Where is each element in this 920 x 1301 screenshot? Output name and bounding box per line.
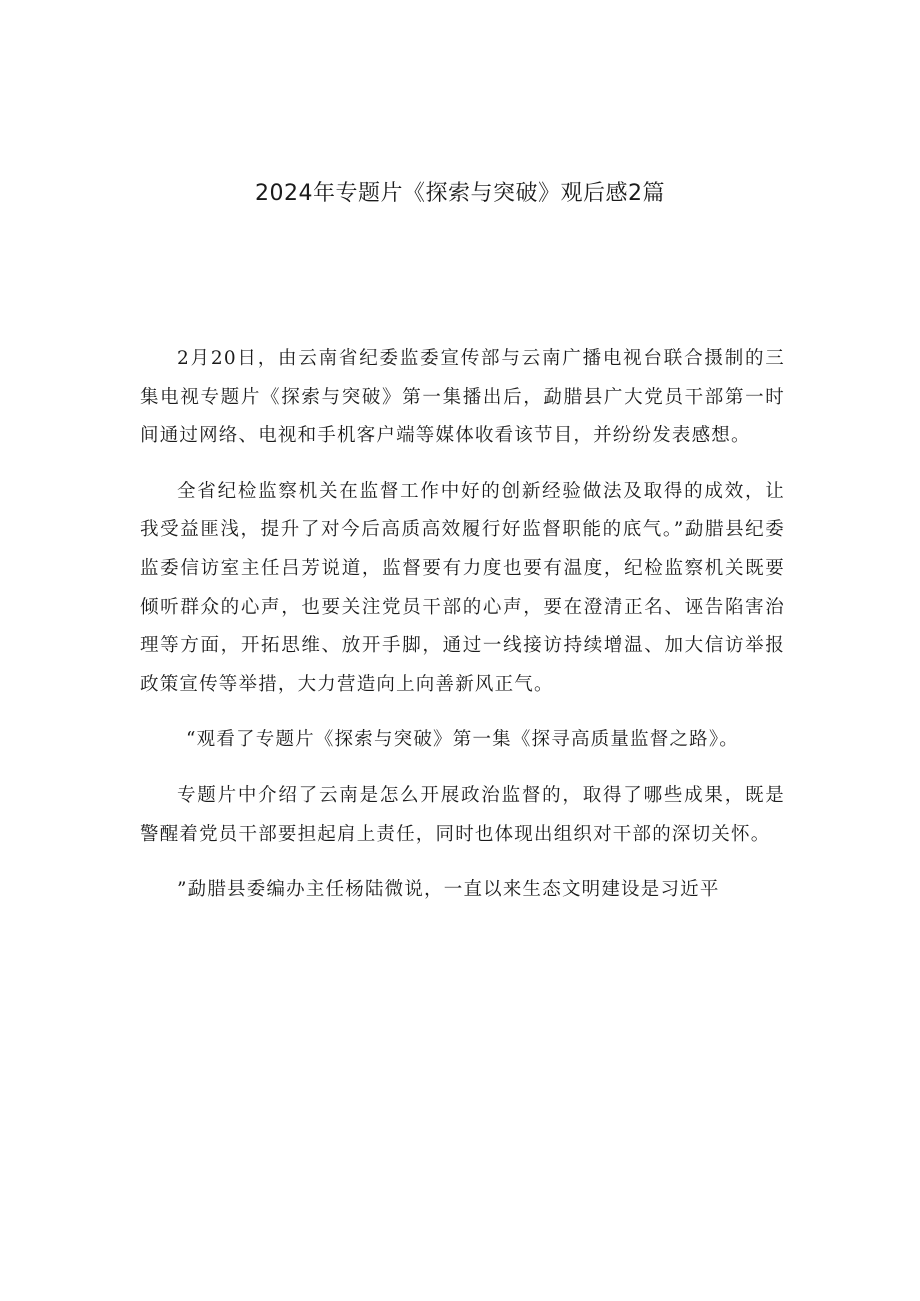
paragraph-2: 全省纪检监察机关在监督工作中好的创新经验做法及取得的成效，让我受益匪浅，提升了对今后高质高效履行好监督职能的底气。”勐腊县纪委监委信访室主任吕芳说道，监督要有力度也要有温度，纪检监察机关既要倾听群众的心声，也要关注党员干部的心声，要在澄清正名、诬告陷害治理等方面，开拓思维、放开手脚，通过一线接访持续增温、加大信访举报政策宣传等举措，大力营造向上向善新风正气。 (140, 480, 785, 695)
paragraph-1: 2月20日，由云南省纪委监委宣传部与云南广播电视台联合摄制的三集电视专题片《探索与突破》第一集播出后，勐腊县广大党员干部第一时间通过网络、电视和手机客户端等媒体收看该节目，并纷纷发表感想。 (140, 348, 785, 447)
paragraph-3: “观看了专题片《探索与突破》第一集《探寻高质量监督之路》。 (186, 729, 740, 751)
document-body (140, 340, 785, 927)
paragraph-4: 专题片中介绍了云南是怎么开展政治监督的，取得了哪些成果，既是警醒着党员干部要担起肩上责任，同时也体现出组织对干部的深切关怀。 (140, 784, 785, 845)
document-title: 2024年专题片《探索与突破》观后感2篇 (255, 181, 665, 206)
paragraph-5: ”勐腊县委编办主任杨陆微说，一直以来生态文明建设是习近平 (177, 879, 720, 901)
